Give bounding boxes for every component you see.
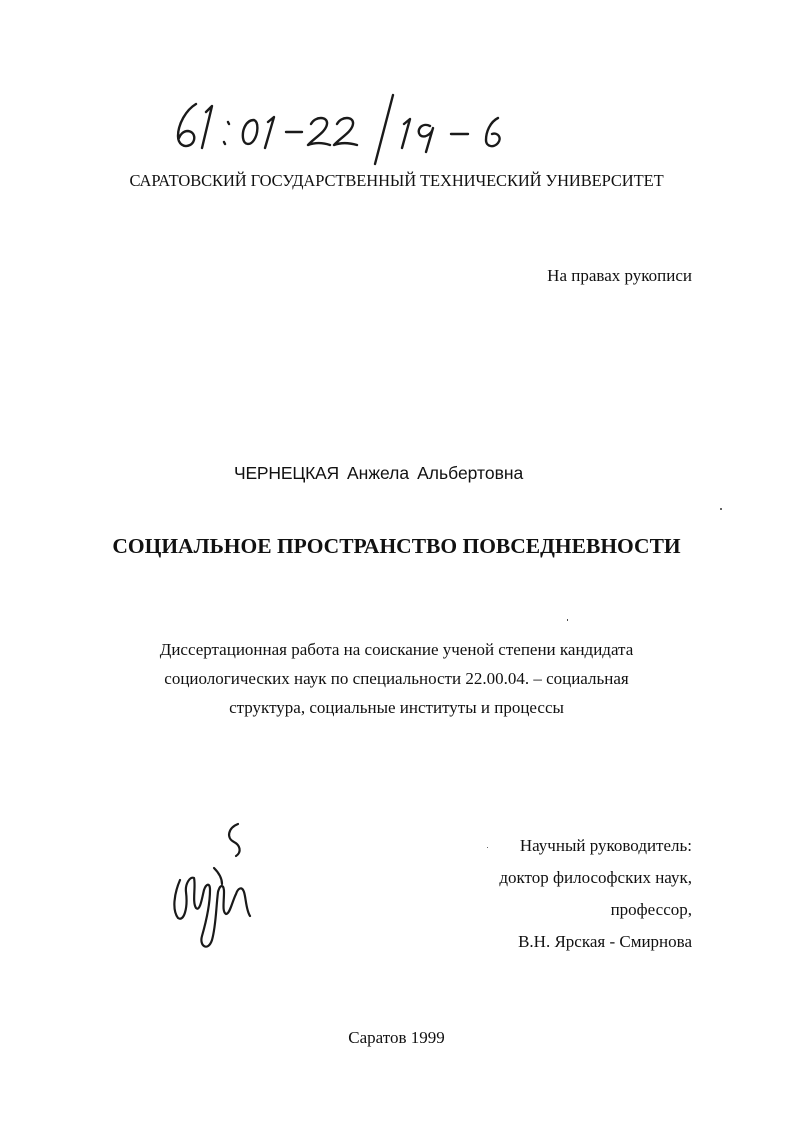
scan-speck (487, 847, 488, 848)
handwritten-archive-code (168, 90, 528, 170)
scan-speck (567, 619, 568, 621)
university-name: САРАТОВСКИЙ ГОСУДАРСТВЕННЫЙ ТЕХНИЧЕСКИЙ УНИВЕРСИТЕТ (129, 171, 664, 190)
author-surname: ЧЕРНЕЦКАЯ (234, 463, 339, 483)
supervisor-line: доктор философских наук, (499, 868, 692, 887)
dissertation-title: СОЦИАЛЬНОЕ ПРОСТРАНСТВО ПОВСЕДНЕВНОСТИ (112, 534, 681, 558)
description-line: структура, социальные институты и процессы (229, 698, 564, 717)
manuscript-rights-note: На правах рукописи (547, 266, 692, 285)
description-line: социологических наук по специальности 22.00.04. – социальная (164, 669, 629, 688)
supervisor-line: Научный руководитель: (519, 836, 692, 855)
dissertation-description (0, 635, 793, 722)
supervisor-line: профессор, (610, 900, 692, 919)
scan-speck (720, 508, 722, 510)
scientific-supervisor (499, 830, 692, 958)
description-line: Диссертационная работа на соискание ученой степени кандидата (159, 640, 634, 659)
author-name (234, 463, 523, 483)
supervisor-line: В.Н. Ярская - Смирнова (518, 932, 692, 951)
city-and-year: Саратов 1999 (348, 1028, 445, 1047)
author-patronymic: Альбертовна (417, 463, 524, 483)
handwritten-signature (166, 818, 266, 958)
author-given-name: Анжела (346, 463, 410, 483)
